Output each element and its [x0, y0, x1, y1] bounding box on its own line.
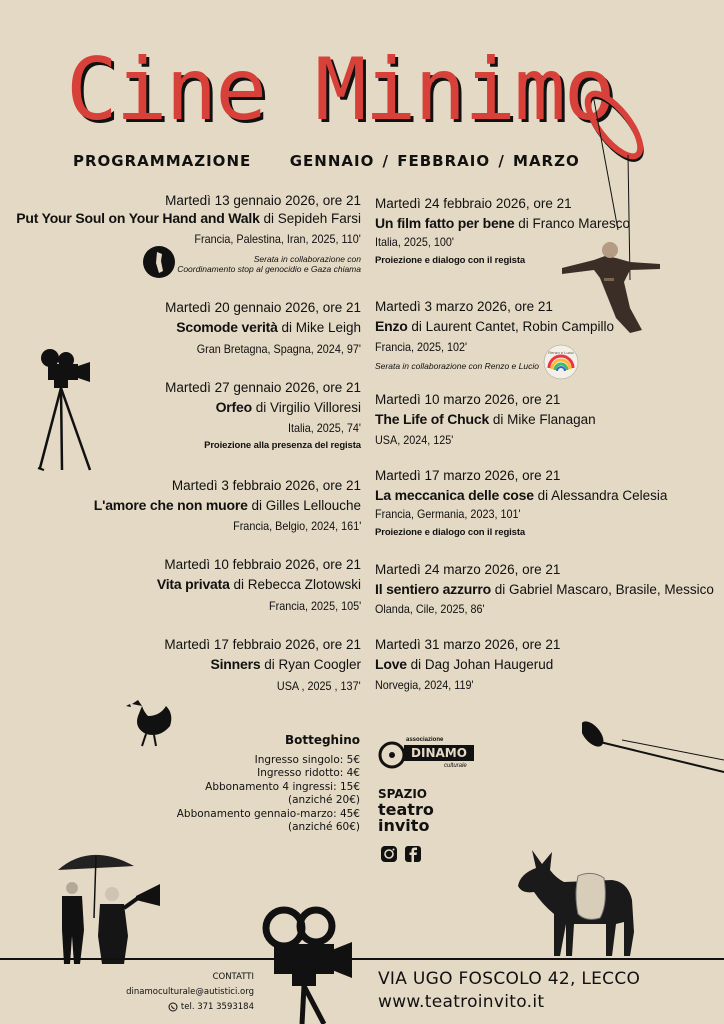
event-date: Martedì 17 marzo 2026, ore 21 [375, 468, 561, 483]
event-left-6 [164, 637, 361, 694]
contacts-section [126, 970, 254, 1015]
contacts-heading: CONTATTI [212, 972, 254, 982]
facebook-icon[interactable] [404, 845, 422, 863]
box-office-section [177, 734, 360, 835]
event-note: Proiezione alla presenza del regista [204, 439, 361, 451]
event-right-4 [375, 468, 667, 539]
address-website[interactable]: www.teatroinvito.it [378, 992, 545, 1012]
movie-camera-tripod-illustration [36, 346, 98, 474]
event-film: L'amore che non muore [93, 496, 248, 513]
event-info: USA, 2024, 125' [375, 432, 454, 447]
event-date: Martedì 13 gennaio 2026, ore 21 [165, 193, 361, 208]
event-info: Francia, 2025, 102' [375, 339, 468, 354]
box-office-line: Ingresso ridotto: 4€ [257, 767, 360, 779]
program-subtitle [73, 152, 580, 170]
event-info: Francia, 2025, 105' [268, 598, 361, 613]
event-director: di Sepideh Farsi [263, 210, 361, 226]
event-date: Martedì 20 gennaio 2026, ore 21 [165, 300, 361, 315]
event-date: Martedì 3 febbraio 2026, ore 21 [171, 478, 361, 493]
event-title-line [375, 411, 596, 429]
ground-line [0, 958, 724, 960]
boom-microphone-illustration [582, 716, 724, 780]
event-title-line [375, 656, 560, 674]
event-title-line [165, 399, 361, 417]
event-note: Proiezione e dialogo con il regista [375, 254, 526, 266]
whatsapp-icon [168, 1002, 178, 1012]
spazio-line-1: SPAZIO [378, 787, 427, 801]
event-director: di Mike Flanagan [492, 411, 596, 427]
event-film: Il sentiero azzurro [375, 580, 492, 597]
event-director: di Dag Johan Haugerud [410, 656, 554, 672]
hen-illustration [124, 694, 174, 748]
event-director: di Ryan Coogler [264, 656, 361, 672]
box-office-line: Abbonamento gennaio-marzo: 45€ [176, 807, 360, 820]
dinamo-logo [378, 737, 474, 773]
event-date: Martedì 24 febbraio 2026, ore 21 [375, 196, 572, 211]
event-film: Put Your Soul on Your Hand and Walk [16, 209, 260, 226]
event-note: Proiezione e dialogo con il regista [375, 526, 526, 538]
event-info: Olanda, Cile, 2025, 86' [375, 601, 485, 616]
event-right-6 [375, 637, 560, 693]
spazio-line-3: invito [378, 816, 430, 835]
event-title-line [16, 210, 361, 228]
box-office-line: Abbonamento 4 ingressi: 15€ [205, 780, 360, 793]
event-title-line [164, 656, 361, 674]
box-office-line: Ingresso singolo: 5€ [254, 753, 360, 766]
event-right-3 [375, 392, 596, 448]
dinamo-name: DINAMO [404, 745, 474, 761]
event-info: Italia, 2025, 74' [288, 420, 361, 435]
event-collab-partner: Coordinamento stop al genocidio e Gaza chiama [177, 263, 361, 274]
event-collab: Serata in collaborazione con Renzo e Lucio [375, 360, 539, 371]
event-director: di Gilles Lellouche [251, 497, 361, 513]
event-director: di Mike Leigh [281, 319, 361, 335]
event-title-line [165, 319, 361, 337]
event-info: Norvegia, 2024, 119' [375, 677, 474, 692]
event-info: Francia, Germania, 2023, 101' [375, 506, 521, 521]
event-director: di Virgilio Villoresi [255, 399, 361, 415]
instagram-icon[interactable] [380, 845, 398, 863]
spazio-teatro-invito-logo [378, 786, 434, 834]
renzo-lucio-logo [543, 344, 579, 380]
event-collab: Serata in collaborazione con [253, 253, 361, 264]
contacts-phone[interactable]: tel. 371 3593184 [180, 1002, 254, 1012]
event-director: di Alessandra Celesia [537, 487, 668, 503]
event-title-line [94, 497, 361, 515]
event-film: Vita privata [156, 575, 230, 592]
dinamo-top-text: associazione [406, 737, 444, 743]
box-office-line: (anziché 60€) [288, 821, 360, 833]
event-film: Sinners [210, 655, 261, 672]
event-title-line [375, 581, 714, 599]
event-film: Love [375, 655, 407, 672]
donkey-illustration [512, 844, 642, 960]
event-title-line [375, 487, 667, 505]
event-left-2 [165, 300, 361, 357]
box-office-heading: Botteghino [284, 733, 360, 747]
box-office-line: (anziché 20€) [288, 794, 360, 806]
event-director: di Laurent Cantet, Robin Campillo [411, 318, 615, 334]
event-title-line [157, 576, 361, 594]
event-director: di Franco Maresco [518, 215, 631, 231]
event-right-5 [375, 562, 714, 617]
contacts-email[interactable]: dinamoculturale@autistici.org [126, 987, 254, 997]
event-date: Martedì 3 marzo 2026, ore 21 [375, 299, 553, 314]
event-film: La meccanica delle cose [375, 486, 534, 503]
address-street: VIA UGO FOSCOLO 42, LECCO [378, 969, 641, 989]
event-left-5 [157, 557, 361, 614]
event-info: Francia, Belgio, 2024, 161' [232, 518, 361, 533]
dinamo-bottom-text: culturale [444, 763, 467, 769]
program-months: GENNAIO / FEBBRAIO / MARZO [289, 152, 580, 170]
address-section [378, 968, 640, 1014]
event-date: Martedì 24 marzo 2026, ore 21 [375, 562, 561, 577]
event-film: Orfeo [215, 398, 252, 415]
renzo-lucio-label: Renzo e Lucio [548, 350, 574, 355]
flying-friar-illustration [560, 238, 664, 338]
event-film: The Life of Chuck [375, 410, 490, 427]
event-director: di Rebecca Zlotowski [233, 576, 361, 592]
event-date: Martedì 17 febbraio 2026, ore 21 [164, 637, 361, 652]
event-info: Francia, Palestina, Iran, 2025, 110' [194, 231, 361, 246]
event-title-line [375, 215, 630, 233]
spazio-line-2: teatro [378, 800, 434, 819]
couple-umbrella-megaphone-illustration [54, 846, 164, 966]
event-date: Martedì 31 marzo 2026, ore 21 [375, 637, 561, 652]
event-date: Martedì 27 gennaio 2026, ore 21 [165, 380, 361, 395]
film-camera-illustration [262, 906, 356, 1024]
poster-title: Cine Minimo [66, 40, 614, 140]
event-director: di Gabriel Mascaro, Brasile, Messico [494, 581, 714, 597]
event-left-1 [16, 193, 361, 274]
event-left-3 [165, 380, 361, 452]
event-date: Martedì 10 marzo 2026, ore 21 [375, 392, 561, 407]
event-left-4 [94, 478, 361, 534]
event-info: Italia, 2025, 100' [375, 234, 454, 249]
event-info: USA , 2025 , 137' [277, 678, 361, 693]
palestine-logo [142, 245, 176, 279]
event-film: Scomode verità [176, 318, 278, 335]
event-film: Enzo [375, 317, 408, 334]
event-info: Gran Bretagna, Spagna, 2024, 97' [196, 341, 361, 356]
program-label: PROGRAMMAZIONE [73, 152, 252, 170]
event-film: Un film fatto per bene [375, 214, 515, 231]
contacts-phone-row [126, 1000, 254, 1015]
event-date: Martedì 10 febbraio 2026, ore 21 [164, 557, 361, 572]
